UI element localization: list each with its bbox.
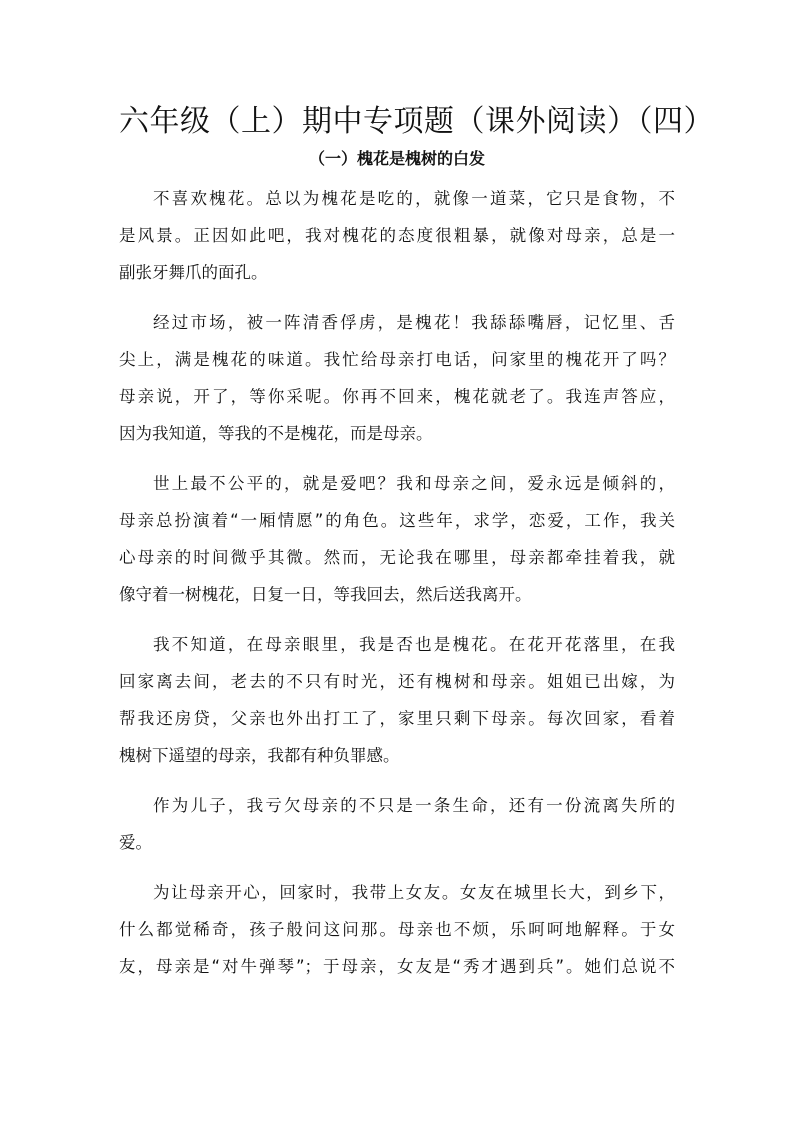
paragraph-5 [119, 787, 675, 861]
paragraph-3 [119, 465, 675, 613]
article-body [119, 180, 675, 985]
paragraph-line: 为让母亲开心，回家时，我带上女友。女友在城里长大，到乡下， [153, 883, 675, 902]
paragraph-line: 友，母亲是“对牛弹琴”；于母亲，女友是“秀才遇到兵”。她们总说不 [119, 957, 675, 976]
paragraph-line: 我不知道，在母亲眼里，我是否也是槐花。在花开花落里，在我 [153, 635, 675, 654]
paragraph-line: 尖上，满是槐花的味道。我忙给母亲打电话，问家里的槐花开了吗？ [119, 350, 675, 369]
paragraph-1 [119, 180, 675, 291]
section-title: （一）槐花是槐树的白发 [308, 149, 485, 168]
paragraph-line: 母亲说，开了，等你采呢。你再不回来，槐花就老了。我连声答应， [119, 387, 675, 406]
paragraph-2 [119, 304, 675, 452]
paragraph-line: 世上最不公平的，就是爱吧？我和母亲之间，爱永远是倾斜的， [153, 474, 675, 493]
paragraph-line: 因为我知道，等我的不是槐花，而是母亲。 [119, 424, 433, 443]
paragraph-line: 经过市场，被一阵清香俘虏，是槐花！我舔舔嘴唇，记忆里、舌 [153, 313, 675, 332]
document-title: 六年级（上）期中专项题（课外阅读）（四） [119, 104, 714, 139]
paragraph-line: 帮我还房贷，父亲也外出打工了，家里只剩下母亲。每次回家，看着 [119, 709, 675, 728]
paragraph-line: 副张牙舞爪的面孔。 [119, 263, 268, 282]
paragraph-line: 母亲总扮演着“一厢情愿”的角色。这些年，求学，恋爱，工作，我关 [119, 511, 675, 530]
paragraph-6 [119, 874, 675, 985]
paragraph-line: 不喜欢槐花。总以为槐花是吃的，就像一道菜，它只是食物，不 [153, 189, 675, 208]
paragraph-line: 回家离去间，老去的不只有时光，还有槐树和母亲。姐姐已出嫁，为 [119, 672, 675, 691]
paragraph-line: 什么都觉稀奇，孩子般问这问那。母亲也不烦，乐呵呵地解释。于女 [119, 920, 675, 939]
paragraph-line: 是风景。正因如此吧，我对槐花的态度很粗暴，就像对母亲，总是一 [119, 226, 675, 245]
paragraph-line: 爱。 [119, 833, 152, 852]
paragraph-line: 槐树下遥望的母亲，我都有种负罪感。 [119, 746, 400, 765]
paragraph-line: 像守着一树槐花，日复一日，等我回去，然后送我离开。 [119, 585, 532, 604]
paragraph-4 [119, 626, 675, 774]
paragraph-line: 心母亲的时间微乎其微。然而，无论我在哪里，母亲都牵挂着我，就 [119, 548, 675, 567]
paragraph-line: 作为儿子，我亏欠母亲的不只是一条生命，还有一份流离失所的 [153, 796, 675, 815]
